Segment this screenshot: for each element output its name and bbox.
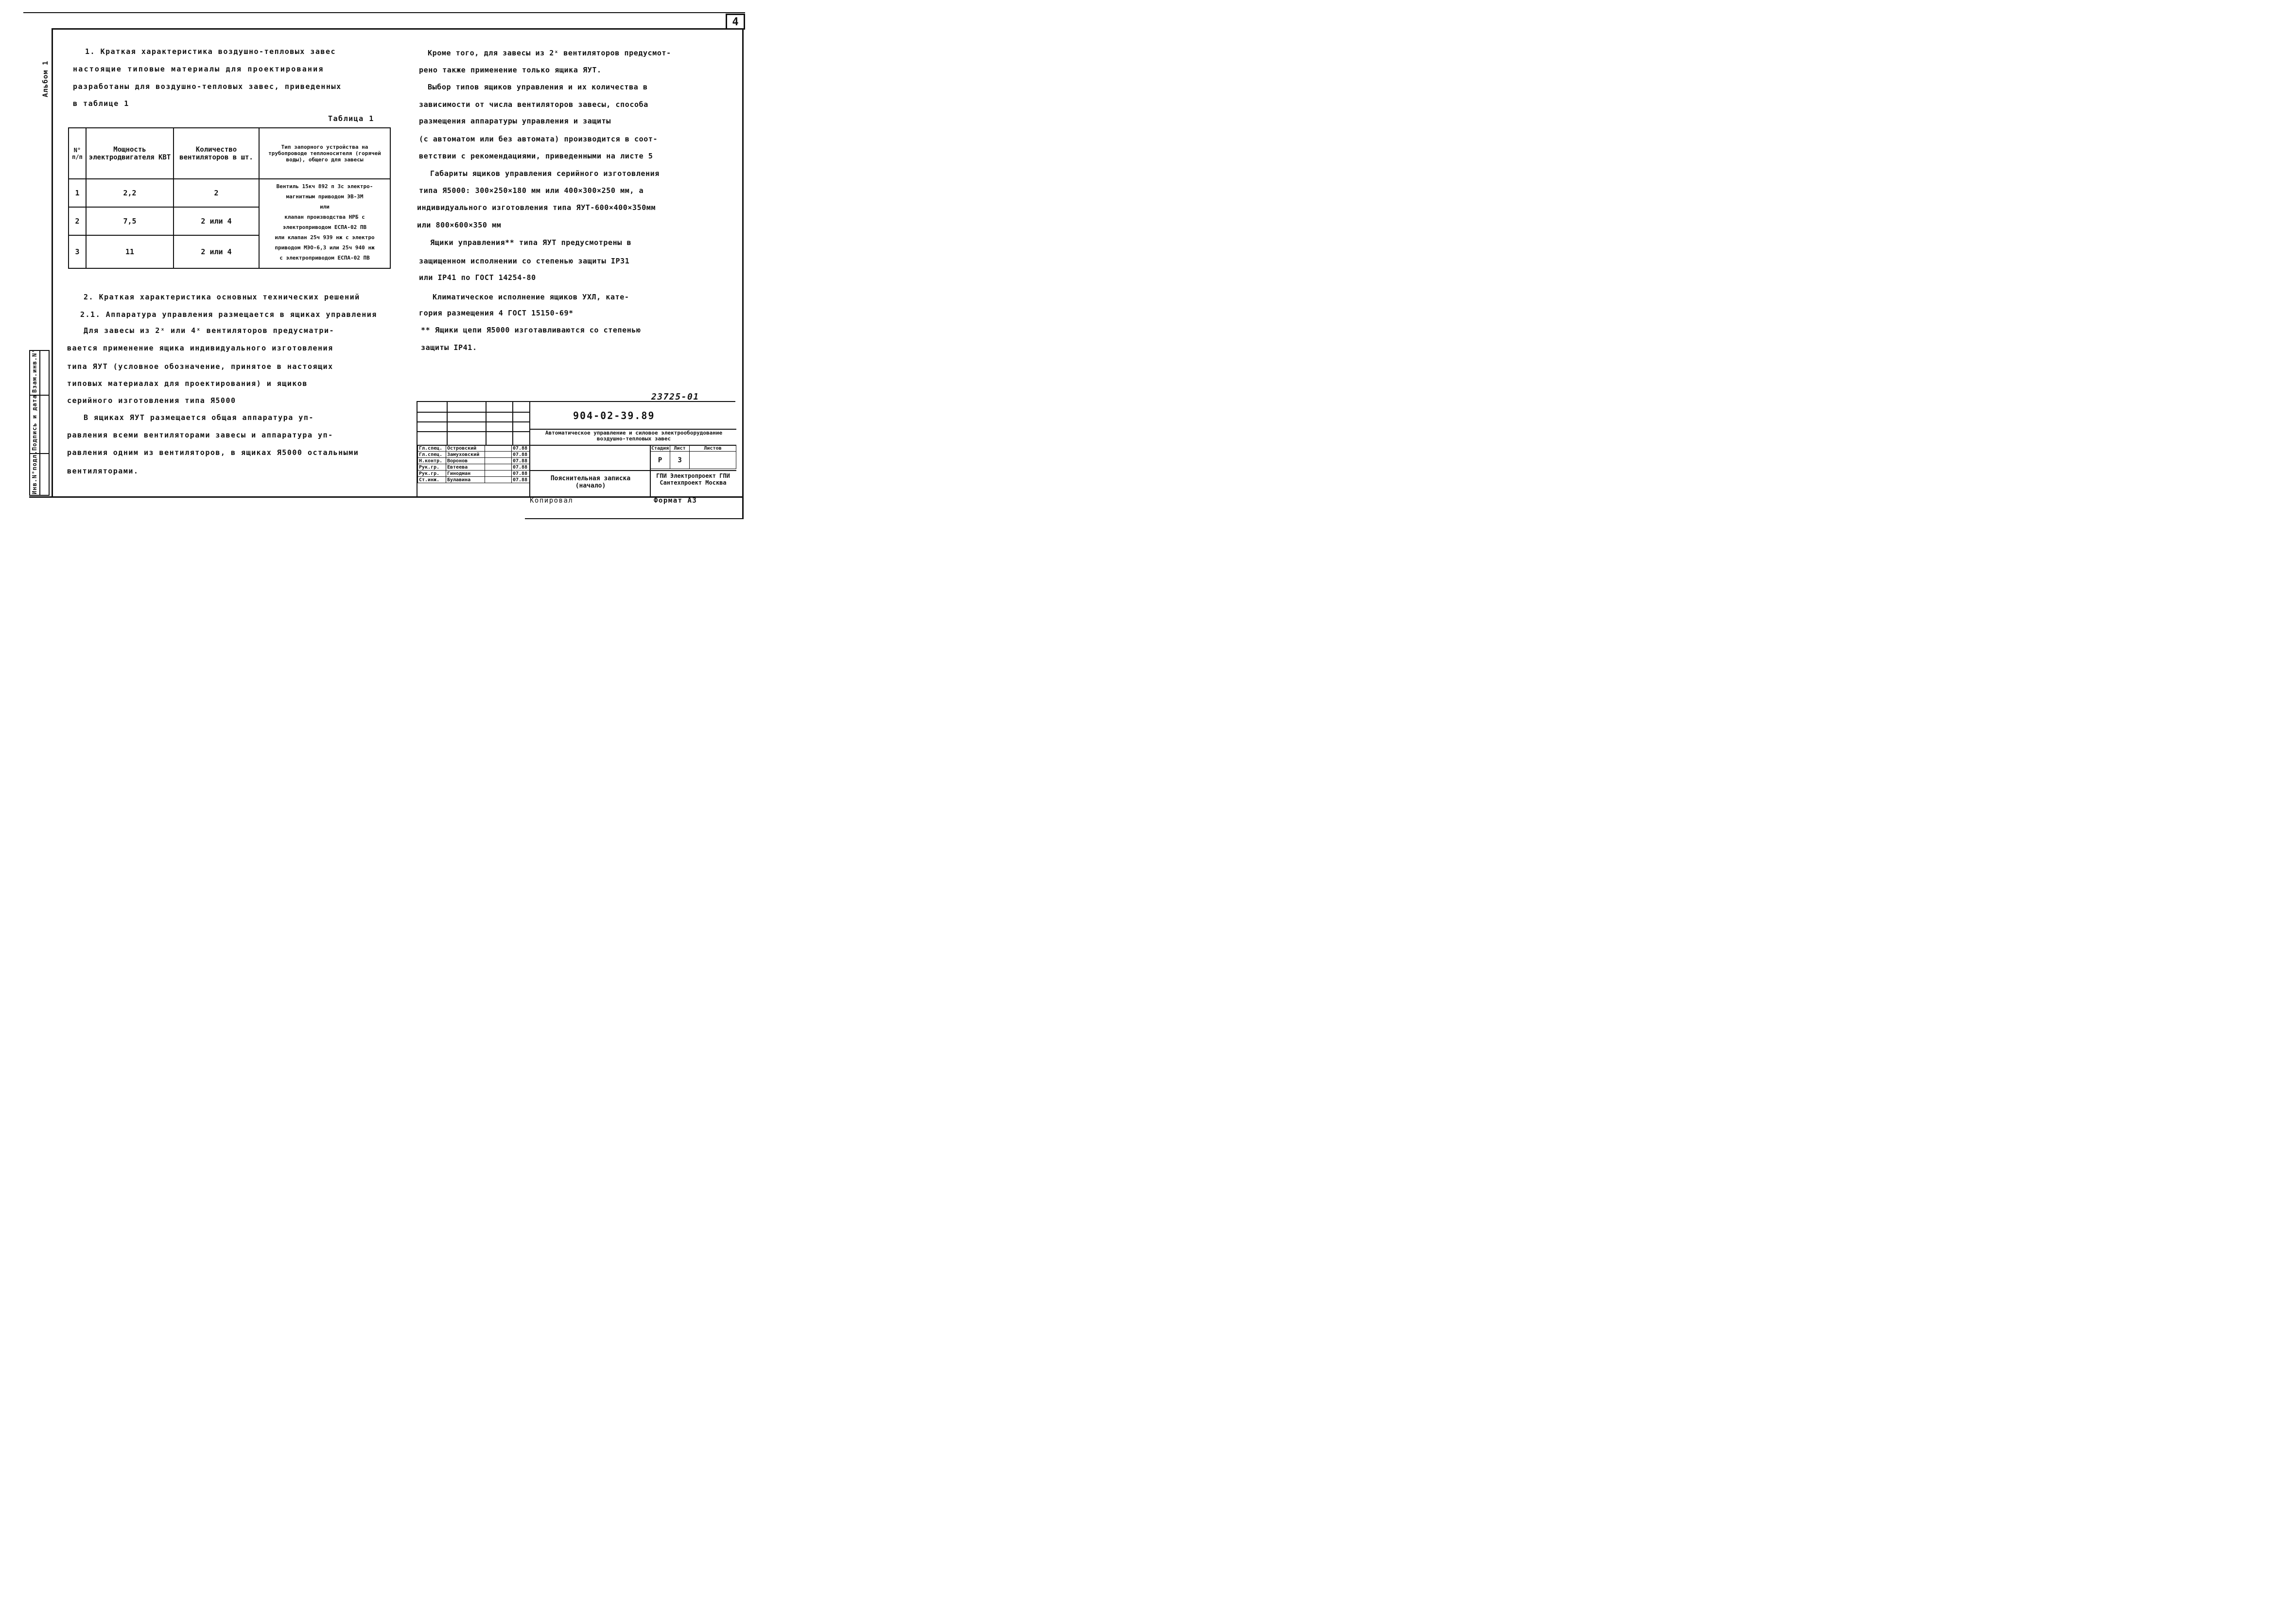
sheet-number: 4 <box>732 16 739 28</box>
table1-cell-n: 1 <box>69 179 86 207</box>
name: Островский <box>446 445 485 452</box>
signature-row <box>418 477 530 483</box>
sheets-value <box>690 452 736 469</box>
device-line: приводом МЭО-6,3 или 25ч 940 нж <box>275 245 375 251</box>
signature-row <box>418 464 530 471</box>
tb-h3 <box>417 431 529 432</box>
table1-cell-count: 2 или 4 <box>174 235 259 268</box>
side-stamp-label-sign: Подпись и дата <box>31 394 38 451</box>
signature <box>485 471 512 477</box>
section2-line: Для завесы из 2ˣ или 4ˣ вентиляторов предусматри- <box>84 326 335 335</box>
role: Рук.гр. <box>418 464 446 471</box>
sheets-label: Листов <box>690 445 736 452</box>
doc-title: Автоматическое управление и силовое электрооборудование воздушно-тепловых завес <box>545 430 723 442</box>
right-line: или 800×600×350 мм <box>417 221 502 229</box>
signature-row <box>418 452 530 458</box>
table1-cell-count: 2 или 4 <box>174 207 259 235</box>
section2-heading: 2. Краткая характеристика основных технических решений <box>84 293 360 301</box>
stage-table <box>650 445 736 469</box>
table1-cell-power: 2,2 <box>86 179 174 207</box>
right-line: или IP41 по ГОСТ 14254-80 <box>419 273 536 282</box>
name: Евтеева <box>446 464 485 471</box>
tb-h1 <box>417 412 529 413</box>
section2-line: серийного изготовления типа Я5000 <box>67 396 236 405</box>
right-line: защищенном исполнении со степенью защиты IP31 <box>419 257 630 265</box>
right-line: Габариты ящиков управления серийного изготовления <box>430 169 660 178</box>
sheet-label: Лист <box>670 445 690 452</box>
section1-line: настоящие типовые материалы для проектирования <box>73 65 324 73</box>
signature <box>485 477 512 483</box>
signature <box>485 445 512 452</box>
signature-row <box>418 471 530 477</box>
device-line: магнитным приводом ЭВ-3М <box>286 193 364 200</box>
sheet-value: 3 <box>670 452 690 469</box>
frame-left-line <box>52 28 53 497</box>
section2-line: равления одним из вентиляторов, в ящиках Я5000 остальными <box>67 448 359 457</box>
date: 07.88 <box>512 477 530 483</box>
side-stamp-label-inv: Инв.N°подл. <box>31 450 38 494</box>
right-line: гория размещения 4 ГОСТ 15150-69* <box>419 309 574 317</box>
date: 07.88 <box>512 452 530 458</box>
section2-line: типовых материалах для проектирования) и ящиков <box>67 379 308 388</box>
section2-line: вентиляторами. <box>67 467 139 475</box>
device-line: Вентиль 15кч 892 п 3с электро- <box>276 183 373 190</box>
right-line: ** Ящики цепи Я5000 изготавливаются со степенью <box>421 326 641 334</box>
right-line: защиты IP41. <box>421 343 477 352</box>
device-line: с электроприводом ЕСПА-02 ПВ <box>279 255 370 261</box>
tb-v2 <box>486 402 487 445</box>
frame-top-line <box>52 28 745 30</box>
right-line: (с автоматом или без автомата) производится в соот- <box>419 135 658 143</box>
stage-label: Стадия <box>650 445 670 452</box>
device-line: клапан производства НРБ с <box>284 214 365 220</box>
device-line: электроприводом ЕСПА-02 ПВ <box>282 224 367 230</box>
table1-header-device: Тип запорного устройства на трубопроводе теплоносителя (горячей воды), общего для завесы <box>259 128 390 179</box>
table1-cell-power: 7,5 <box>86 207 174 235</box>
role: Рук.гр. <box>418 471 446 477</box>
section2-line: В ящиках ЯУТ размещается общая аппаратура уп- <box>84 413 314 422</box>
side-stamp-label-vzam: Взам.инв.N° <box>31 349 38 393</box>
table1-caption: Таблица 1 <box>328 114 374 123</box>
doc-code: 904-02-39.89 <box>573 410 655 421</box>
side-stamp-divider <box>39 351 40 495</box>
org-name: ГПИ Электропроект ГПИ Сантехпроект Москва <box>656 472 730 486</box>
section1-line: в таблице 1 <box>73 99 129 108</box>
table1-cell-power: 11 <box>86 235 174 268</box>
title-block <box>417 401 735 497</box>
tb-h6 <box>529 470 736 471</box>
date: 07.88 <box>512 458 530 464</box>
table1-device-cell <box>259 179 390 268</box>
date: 07.88 <box>512 471 530 477</box>
section1-line: разработаны для воздушно-тепловых завес, приведенных <box>73 82 342 91</box>
inventory-number: 23725-01 <box>651 392 699 402</box>
frame-bottom-outer <box>525 518 744 519</box>
table1-header-power: Мощность электродвигателя КВТ <box>86 128 174 179</box>
signature <box>485 458 512 464</box>
name: Гинодман <box>446 471 485 477</box>
copied-label: Копировал <box>530 497 574 505</box>
name: Замуховский <box>446 452 485 458</box>
stage-value: Р <box>650 452 670 469</box>
table1-cell-n: 3 <box>69 235 86 268</box>
right-line: зависимости от числа вентиляторов завесы, способа <box>419 100 648 109</box>
right-line: Кроме того, для завесы из 2ˣ вентиляторов предусмот- <box>428 49 671 57</box>
table1-cell-count: 2 <box>174 179 259 207</box>
role: Н.контр. <box>418 458 446 464</box>
section1-heading: 1. Краткая характеристика воздушно-тепловых завес <box>85 47 336 56</box>
tb-h2 <box>417 421 529 422</box>
signature-row <box>418 458 530 464</box>
right-line: Ящики управления** типа ЯУТ предусмотрены в <box>430 238 632 247</box>
signature <box>485 464 512 471</box>
device-line: или <box>320 204 330 210</box>
format-label: Формат А3 <box>654 497 697 505</box>
table1-header-count: Количество вентиляторов в шт. <box>174 128 259 179</box>
right-line: рено также применение только ящика ЯУТ. <box>419 66 602 74</box>
date: 07.88 <box>512 464 530 471</box>
table1-header-n: N° п/п <box>69 128 86 179</box>
section2-line: равления всеми вентиляторами завесы и аппаратура уп- <box>67 431 333 439</box>
side-stamp <box>29 350 50 496</box>
right-line: типа Я5000: 300×250×180 мм или 400×300×250 мм, а <box>419 186 644 195</box>
signature-row <box>418 445 530 452</box>
right-line: Выбор типов ящиков управления и их количества в <box>428 83 648 91</box>
role: Гл.спец. <box>418 445 446 452</box>
role: Ст.инж. <box>418 477 446 483</box>
signature <box>485 452 512 458</box>
doc-name: Пояснительная записка (начало) <box>550 475 631 489</box>
table1 <box>68 127 391 269</box>
date: 07.88 <box>512 445 530 452</box>
name: Булавина <box>446 477 485 483</box>
table1-cell-n: 2 <box>69 207 86 235</box>
name: Воронов <box>446 458 485 464</box>
top-outer-line <box>23 12 745 13</box>
right-line: ветствии с рекомендациями, приведенными на листе 5 <box>419 152 653 160</box>
device-line: или клапан 25ч 939 нж с электро <box>275 234 375 241</box>
section2-subheading: 2.1. Аппаратура управления размещается в ящиках управления <box>80 310 377 319</box>
right-line: размещения аппаратуры управления и защиты <box>419 117 611 125</box>
role: Гл.спец. <box>418 452 446 458</box>
signatures-table <box>417 445 530 483</box>
section2-line: вается применение ящика индивидуального изготовления <box>67 344 333 352</box>
sheet-number-box <box>726 14 745 29</box>
tb-v3 <box>512 402 513 445</box>
right-line: индивидуального изготовления типа ЯУТ-600×400×350мм <box>417 203 656 212</box>
right-line: Климатическое исполнение ящиков УХЛ, кате- <box>433 293 629 301</box>
frame-right-line <box>742 28 744 519</box>
tb-v1 <box>447 402 448 445</box>
section2-line: типа ЯУТ (условное обозначение, принятое в настоящих <box>67 362 333 371</box>
album-label: Альбом 1 <box>42 60 50 97</box>
